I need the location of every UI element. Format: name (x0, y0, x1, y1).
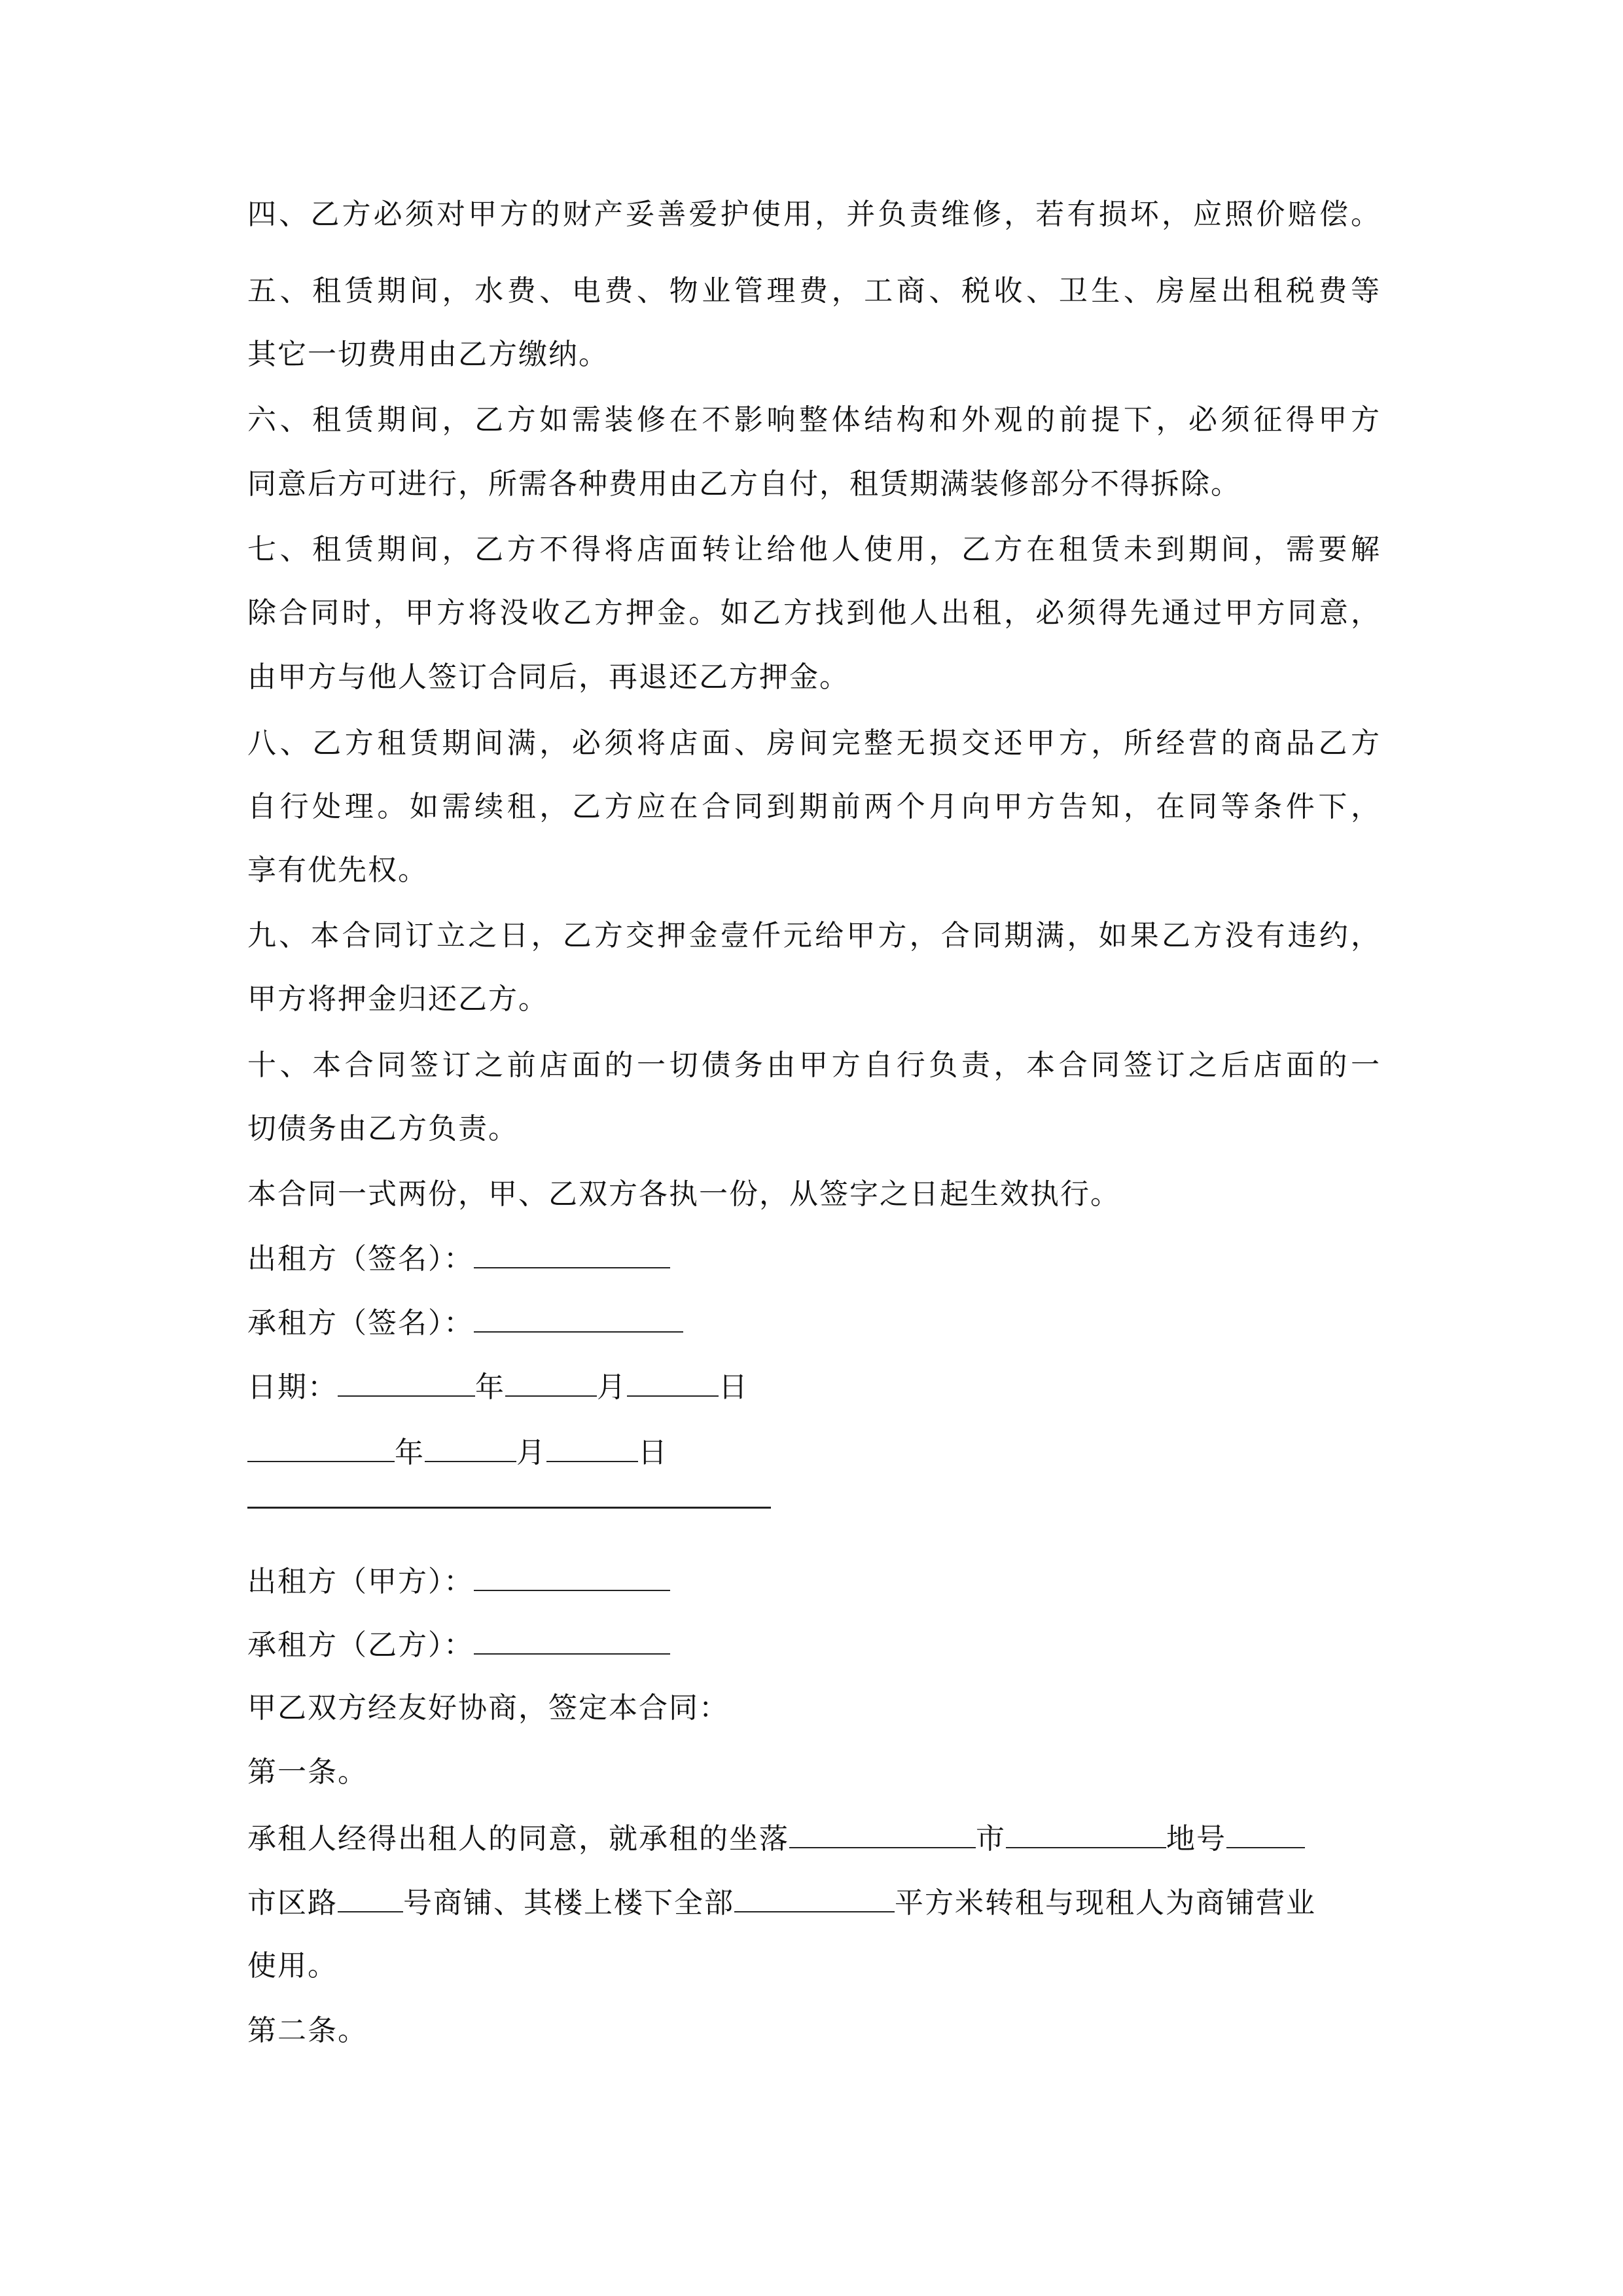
clause-8-line-1: 八、乙方租赁期间满，必须将店面、房间完整无损交还甲方，所经营的商品乙方 (247, 726, 1381, 760)
clause-7-line-3: 由甲方与他人签订合同后，再退还乙方押金。 (247, 660, 849, 694)
article-1-line-1 (247, 1818, 1305, 1857)
shop-number-blank[interactable] (338, 1882, 403, 1912)
lessor-signature-row (247, 1238, 670, 1278)
day-label: 日 (719, 1371, 749, 1404)
article-1-text-a: 承租人经得出租人的同意，就承租的坐落 (247, 1822, 789, 1856)
lessee-signature-blank[interactable] (474, 1302, 683, 1333)
day-label-2: 日 (638, 1436, 668, 1469)
lessee-signature-row (247, 1302, 683, 1342)
article-1-line-2 (247, 1882, 1316, 1922)
clause-7-line-1: 七、租赁期间，乙方不得将店面转让给他人使用，乙方在租赁未到期间，需要解 (247, 533, 1381, 566)
month-label-2: 月 (516, 1436, 546, 1469)
lessor-signature-label: 出租方（签名）： (247, 1242, 474, 1276)
clause-9-line-2: 甲方将押金归还乙方。 (247, 982, 548, 1016)
month-blank-2[interactable] (425, 1432, 516, 1462)
clause-8-line-2: 自行处理。如需续租，乙方应在合同到期前两个月向甲方告知，在同等条件下， (247, 790, 1381, 823)
lessee-party-b-label: 承租方（乙方）： (247, 1628, 474, 1662)
clause-7-line-2: 除合同时，甲方将没收乙方押金。如乙方找到他人出租，必须得先通过甲方同意， (247, 596, 1381, 630)
lessee-party-b-blank[interactable] (474, 1624, 670, 1655)
clause-6-line-2: 同意后方可进行，所需各种费用由乙方自付，租赁期满装修部分不得拆除。 (247, 467, 1241, 501)
month-blank[interactable] (505, 1367, 597, 1397)
clause-4: 四、乙方必须对甲方的财产妥善爱护使用，并负责维修，若有损坏，应照价赔偿。 (247, 198, 1381, 231)
lessor-signature-blank[interactable] (474, 1238, 670, 1268)
clause-10-line-1: 十、本合同签订之前店面的一切债务由甲方自行负责，本合同签订之后店面的一 (247, 1049, 1381, 1082)
clause-5-line-2: 其它一切费用由乙方缴纳。 (247, 338, 609, 371)
date-label: 日期： (247, 1371, 338, 1404)
day-blank-2[interactable] (546, 1432, 638, 1462)
separator-line (247, 1507, 771, 1509)
article-1-text-d: 市区路 (247, 1886, 338, 1920)
lot-number-blank[interactable] (1226, 1818, 1305, 1848)
month-label: 月 (597, 1371, 627, 1404)
clause-5-line-1: 五、租赁期间，水费、电费、物业管理费，工商、税收、卫生、房屋出租税费等 (247, 274, 1381, 308)
article-1-line-3: 使用。 (247, 1949, 338, 1982)
lessee-party-b-row (247, 1624, 670, 1664)
intro-statement: 甲乙双方经友好协商，签定本合同： (247, 1691, 729, 1725)
lessor-party-a-blank[interactable] (474, 1561, 670, 1591)
clause-9-line-1: 九、本合同订立之日，乙方交押金壹仟元给甲方，合同期满，如果乙方没有违约， (247, 919, 1381, 952)
lessee-signature-label: 承租方（签名）： (247, 1306, 474, 1340)
article-1-text-c: 地号 (1166, 1822, 1226, 1856)
year-blank-2[interactable] (247, 1432, 395, 1462)
location-blank[interactable] (789, 1818, 976, 1848)
article-1-text-f: 平方米转租与现租人为商铺营业 (895, 1886, 1316, 1920)
date-row-2 (247, 1432, 668, 1471)
area-blank[interactable] (734, 1882, 895, 1912)
year-label-2: 年 (395, 1436, 425, 1469)
clause-10-line-2: 切债务由乙方负责。 (247, 1112, 518, 1145)
lessor-party-a-row (247, 1561, 670, 1600)
city-blank[interactable] (1006, 1818, 1166, 1848)
clause-6-line-1: 六、租赁期间，乙方如需装修在不影响整体结构和外观的前提下，必须征得甲方 (247, 403, 1381, 437)
year-blank[interactable] (338, 1367, 475, 1397)
clause-8-line-3: 享有优先权。 (247, 853, 428, 887)
article-1-heading: 第一条。 (247, 1755, 368, 1789)
article-1-text-b: 市 (976, 1822, 1006, 1856)
article-2-heading: 第二条。 (247, 2014, 368, 2047)
article-1-text-e: 号商铺、其楼上楼下全部 (403, 1886, 734, 1920)
date-row (247, 1367, 749, 1406)
copies-statement: 本合同一式两份，甲、乙双方各执一份，从签字之日起生效执行。 (247, 1177, 1120, 1211)
day-blank[interactable] (627, 1367, 719, 1397)
year-label: 年 (475, 1371, 505, 1404)
lessor-party-a-label: 出租方（甲方）： (247, 1565, 474, 1598)
